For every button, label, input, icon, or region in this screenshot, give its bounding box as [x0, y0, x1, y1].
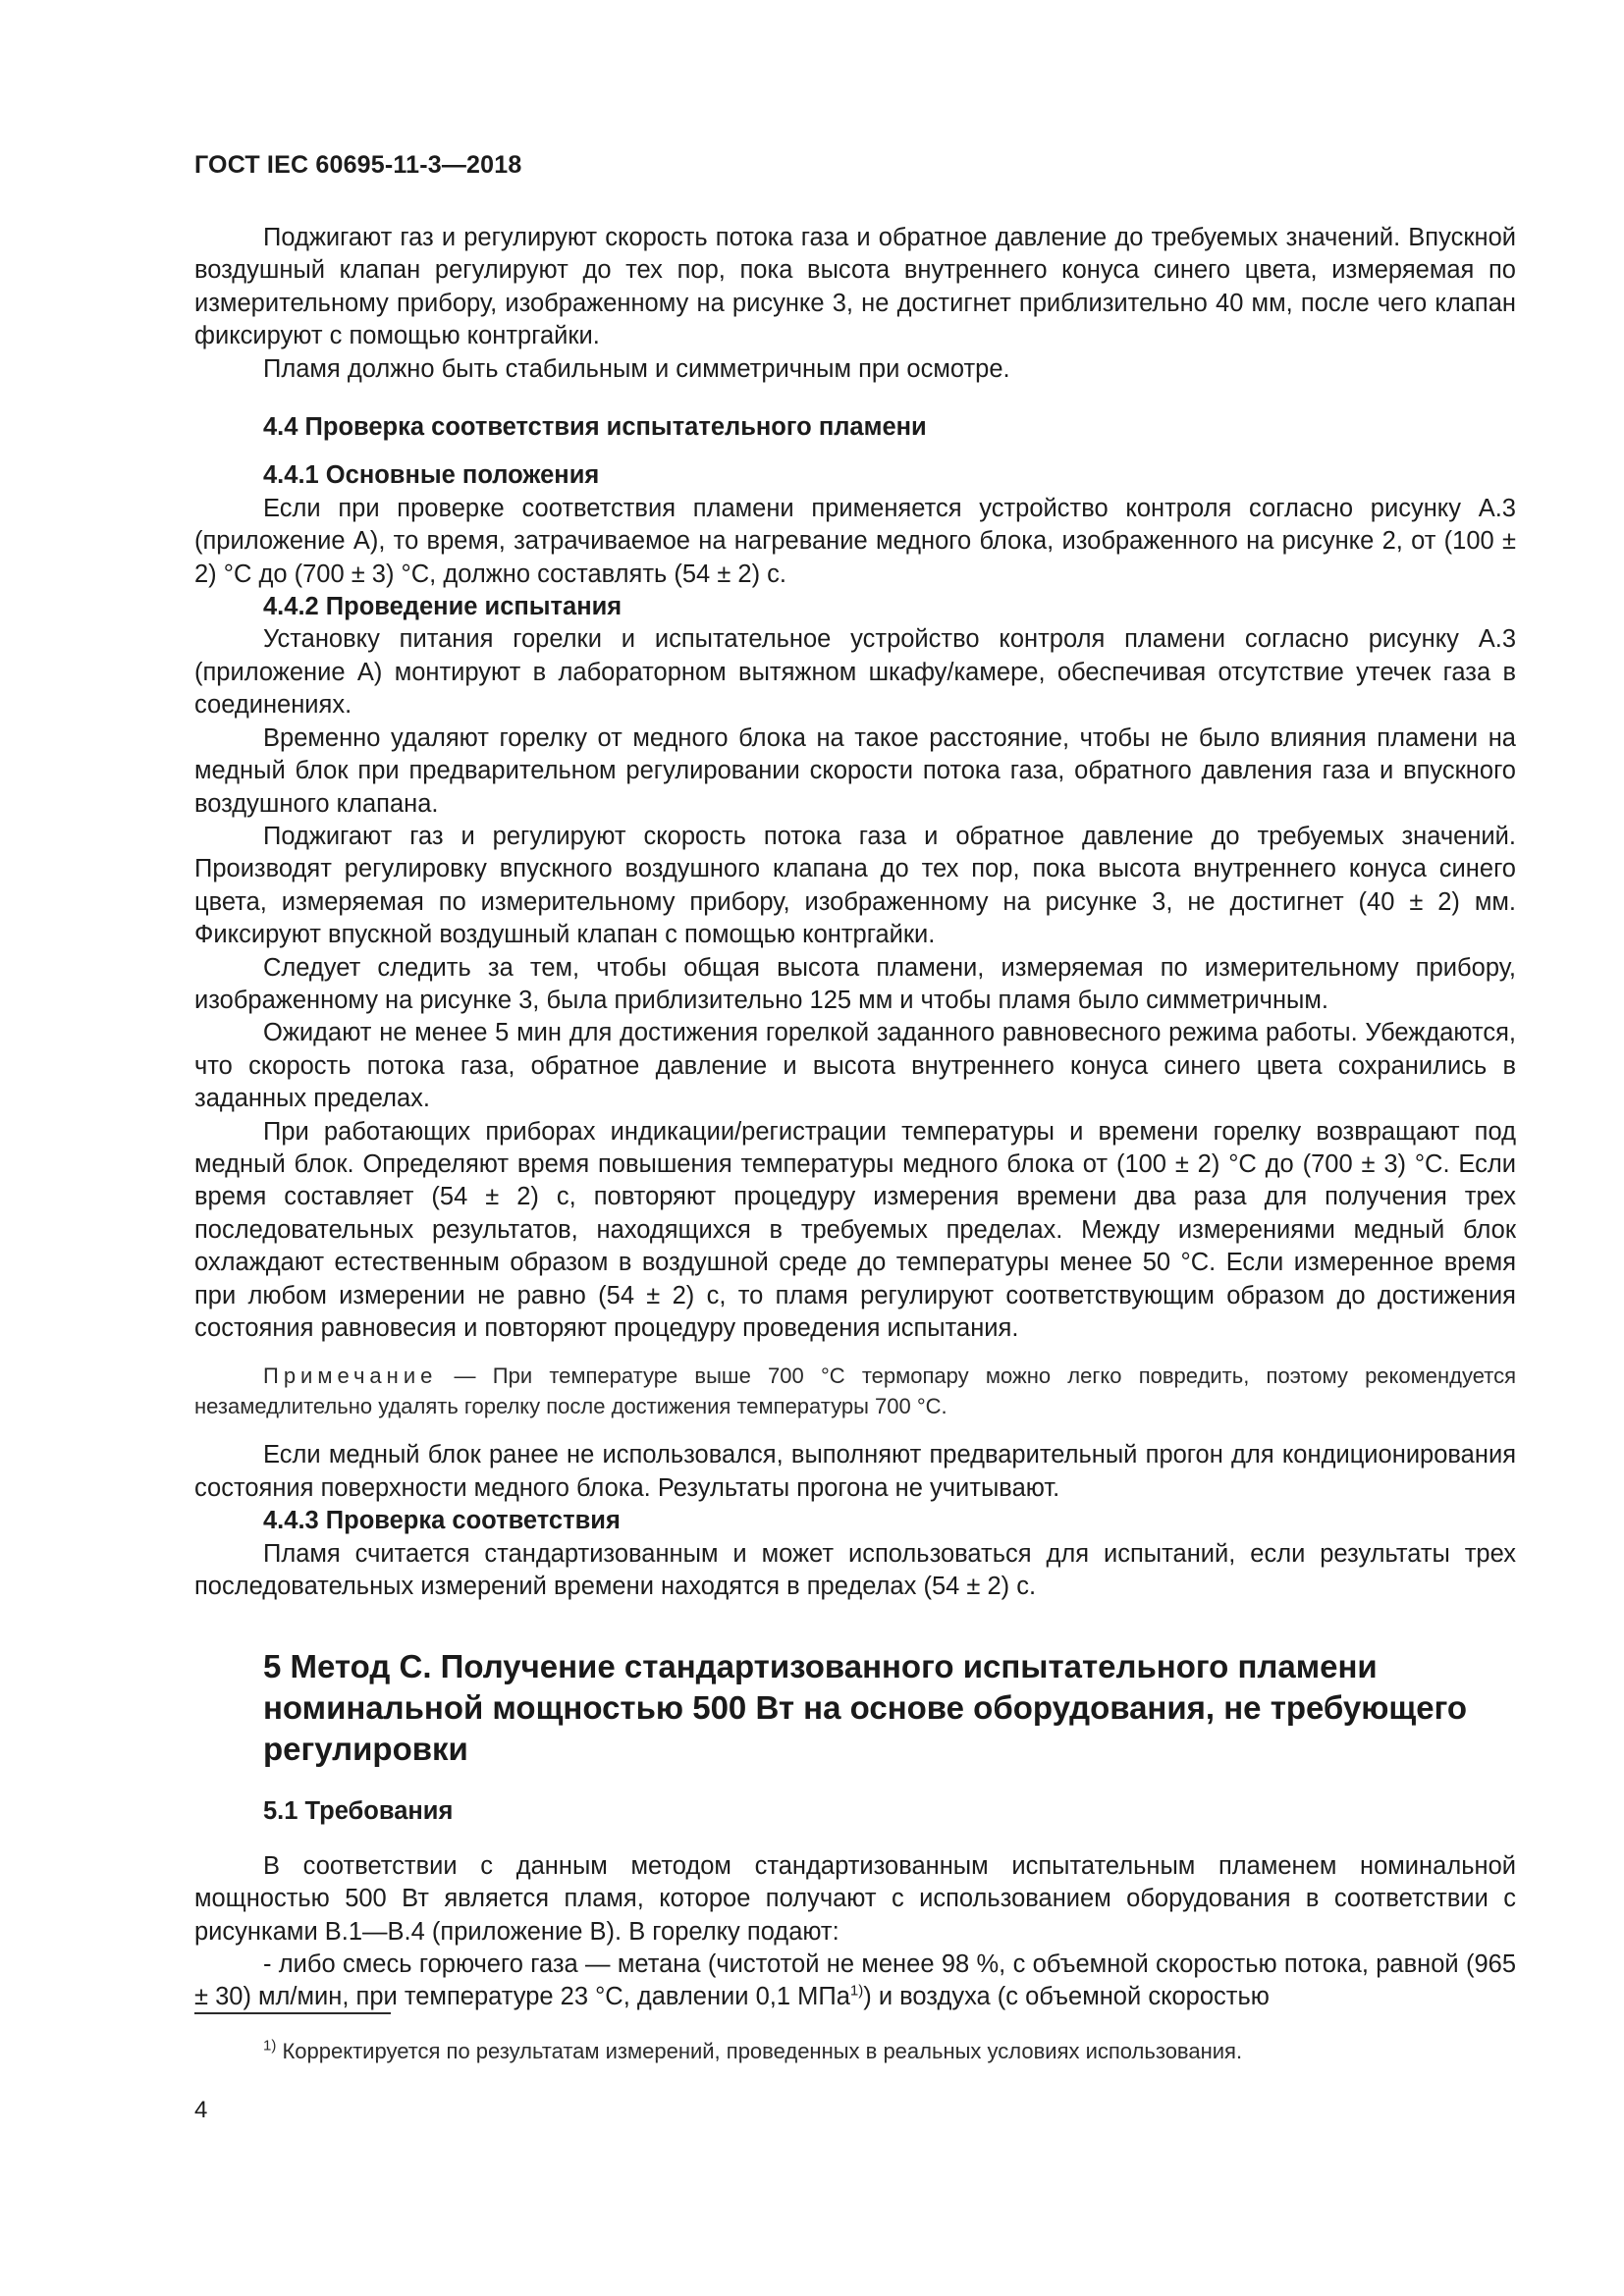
note-block — [194, 1361, 1516, 1421]
section-heading-4-4: 4.4 Проверка соответствия испытательного пламени — [263, 413, 927, 442]
footnote — [263, 2037, 1242, 2066]
note-text: — При температуре выше 700 °С термопару можно легко повредить, поэтому рекомендуется незамедлительно удалять горелку после достижения температуры 700 °С. — [194, 1363, 1516, 1419]
page-body — [194, 222, 1516, 2014]
note-label: Примечание — [263, 1363, 438, 1389]
paragraph-gas-ignition: Поджигают газ и регулируют скорость потока газа и обратное давление до требуемых значений. Впускной воздушный клапан регулируют до тех пор, пока высота внутреннего конуса синего цвета, измеряемая по измерительному прибору, изображенному на рисунке 3, не достигнет приблизительно 40 мм, после чего клапан фиксируют с помощью контргайки. — [194, 224, 1516, 350]
paragraph-flame-stable: Пламя должно быть стабильным и симметричным при осмотре. — [263, 354, 1010, 383]
footnote-reference: 1) — [849, 1982, 864, 2000]
paragraph-4-4-3: Пламя считается стандартизованным и может использоваться для испытаний, если результаты трех последовательных измерений времени находятся в пределах (54 ± 2) с. — [194, 1539, 1516, 1601]
paragraph-5-1-b-text: - либо смесь горючего газа — метана (чистотой не менее 98 %, с объемной скоростью потока, равной (965 ± 30) мл/мин, при температуре 23 °С, давлении 0,1 МПа — [194, 1950, 1516, 2011]
paragraph-copper-block-preconditioning: Если медный блок ранее не использовался, выполняют предварительный прогон для кондиционирования состояния поверхности медного блока. Результаты прогона не учитывают. — [194, 1441, 1516, 1502]
paragraph-4-4-1: Если при проверке соответствия пламени применяется устройство контроля согласно рисунку А.3 (приложение А), то время, затрачиваемое на нагревание медного блока, изображенного на рисунке 2, от (100 ± 2) °С до (700 ± 3) °С, должно составлять (54 ± 2) с. — [194, 494, 1516, 588]
section-heading-4-4-1: 4.4.1 Основные положения — [263, 461, 600, 490]
section-heading-4-4-2: 4.4.2 Проведение испытания — [263, 593, 623, 621]
paragraph-5-1-b — [194, 1949, 1516, 2014]
paragraph-4-4-2-b: Временно удаляют горелку от медного блока на такое расстояние, чтобы не было влияния пламени на медный блок при предварительном регулировании скорости потока газа, обратного давления газа и впускного воздушного клапана. — [194, 723, 1516, 818]
paragraph-4-4-2-f: При работающих приборах индикации/регистрации температуры и времени горелку возвращают под медный блок. Определяют время повышения температуры медного блока от (100 ± 2) °С до (700 ± 3) °С. Если время составляет (54 ± 2) с, повторяют процедуру измерения времени два раза для получения трех последовательных результатов, находящихся в требуемых пределах. Между измерениями медный блок охлаждают естественным образом в воздушной среде до температуры менее 50 °С. Если измеренное время при любом измерении не равно (54 ± 2) с, то пламя регулируют соответствующим образом до достижения состояния равновесия и повторяют процедуру проведения испытания. — [194, 1117, 1516, 1342]
page-number: 4 — [194, 2097, 208, 2123]
document-header: ГОСТ IEC 60695-11-3—2018 — [194, 151, 522, 179]
section-heading-4-4-3: 4.4.3 Проверка соответствия — [263, 1507, 621, 1535]
paragraph-4-4-2-a: Установку питания горелки и испытательное устройство контроля пламени согласно рисунку А.3 (приложение А) монтируют в лабораторном вытяжном шкафу/камере, обеспечивая отсутствие утечек газа в соединениях. — [194, 625, 1516, 720]
section-heading-5: 5 Метод С. Получение стандартизованного испытательного пламени номинальной мощностью 500 Вт на основе оборудования, не требующего регулировки — [263, 1648, 1468, 1768]
paragraph-5-1-a: В соответствии с данным методом стандартизованным испытательным пламенем номинальной мощностью 500 Вт является пламя, которое получают с использованием оборудования в соответствии с рисунками В.1—В.4 (приложение В). В горелку подают: — [194, 1851, 1516, 1946]
footnote-mark: 1) — [263, 2037, 277, 2055]
paragraph-4-4-2-d: Следует следить за тем, чтобы общая высота пламени, измеряемая по измерительному прибору, изображенному на рисунке 3, была приблизительно 125 мм и чтобы пламя было симметричным. — [194, 953, 1516, 1014]
footnote-text: Корректируется по результатам измерений, проведенных в реальных условиях использования. — [276, 2039, 1243, 2063]
footnote-divider — [194, 2012, 391, 2014]
section-heading-5-1: 5.1 Требования — [263, 1797, 454, 1826]
paragraph-4-4-2-c: Поджигают газ и регулируют скорость потока газа и обратное давление до требуемых значений. Производят регулировку впускного воздушного клапана до тех пор, пока высота внутреннего конуса синего цвета, измеряемая по измерительному прибору, изображенному на рисунке 3, не достигнет (40 ± 2) мм. Фиксируют впускной воздушный клапан с помощью контргайки. — [194, 822, 1516, 949]
paragraph-4-4-2-e: Ожидают не менее 5 мин для достижения горелкой заданного равновесного режима работы. Убеждаются, что скорость потока газа, обратное давление и высота внутреннего конуса синего цвета сохранились в заданных пределах. — [194, 1019, 1516, 1113]
paragraph-5-1-b-tail: ) и воздуха (с объемной скоростью — [863, 1983, 1270, 2011]
